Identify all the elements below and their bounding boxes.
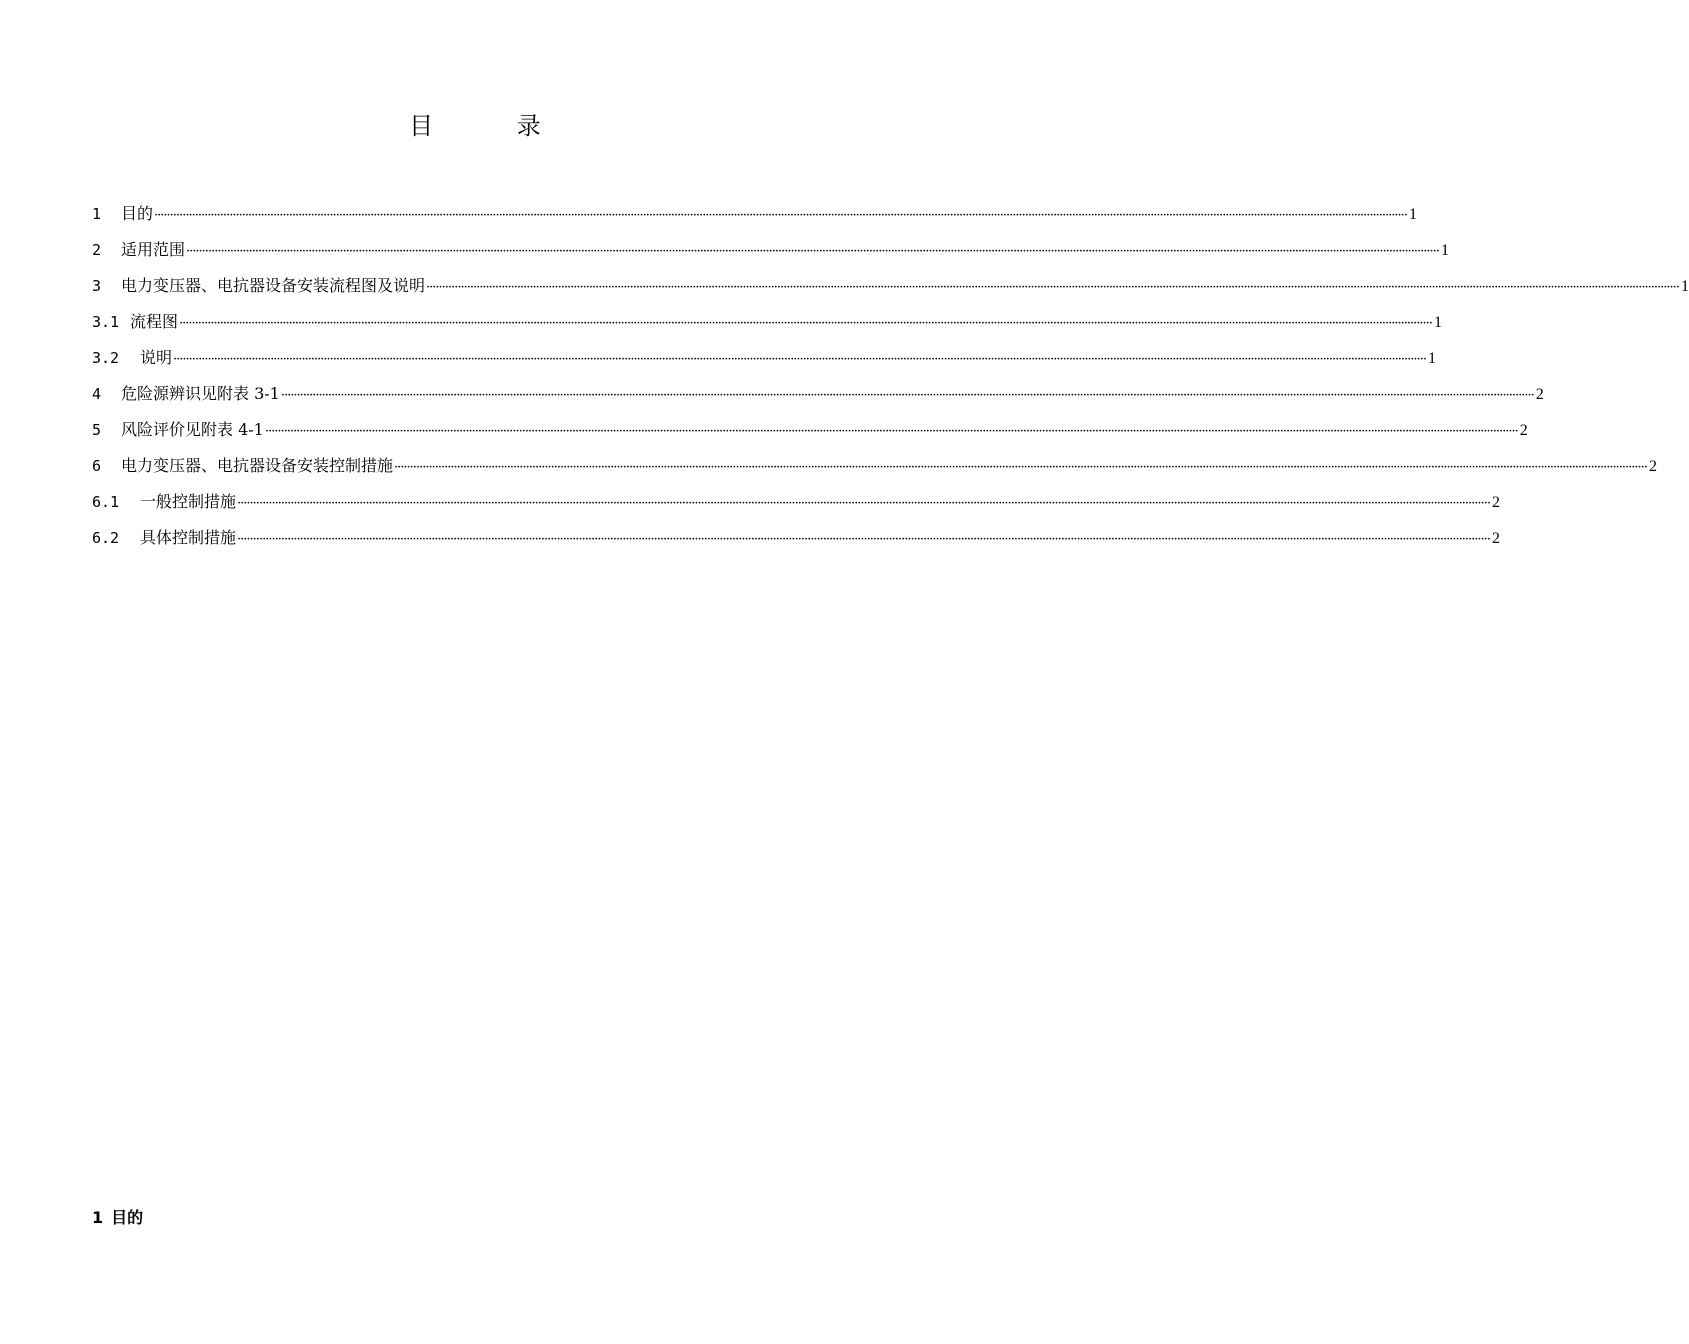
- toc-entry[interactable]: [92, 304, 1442, 340]
- toc-entry[interactable]: [92, 232, 1449, 268]
- toc-entry-page: 1: [1440, 242, 1449, 259]
- toc-entry-number: 6: [92, 457, 102, 475]
- toc-entry[interactable]: [92, 448, 1657, 484]
- toc-entry-page: 2: [1648, 458, 1657, 475]
- toc-entry-number: 5: [92, 421, 102, 439]
- toc-entry-page: 2: [1535, 386, 1544, 403]
- toc-entry-number: 3.1: [92, 313, 120, 331]
- toc-leader: ················································································································································································································································································································································································································: [154, 208, 1407, 223]
- toc-leader: ················································································································································································································································································································································································································: [237, 532, 1490, 547]
- toc-entry-text: 风险评价见附表 4-1: [121, 420, 264, 439]
- toc-entry-text: 具体控制措施: [140, 528, 237, 547]
- toc-leader: ················································································································································································································································································································································································································: [394, 460, 1647, 475]
- toc-entry-number: 1: [92, 205, 102, 223]
- toc-leader: ················································································································································································································································································································································································································: [179, 316, 1432, 331]
- toc-leader: ················································································································································································································································································································································································································: [280, 388, 1534, 403]
- toc-leader: ················································································································································································································································································································································································································: [264, 424, 1518, 439]
- toc-entry-number: 3: [92, 277, 102, 295]
- toc-entry-number: 3.2: [92, 349, 120, 367]
- toc-list: [92, 196, 1689, 556]
- toc-entry-number: 6.2: [92, 529, 120, 547]
- toc-leader: ················································································································································································································································································································································································································: [173, 352, 1426, 367]
- toc-entry[interactable]: [92, 520, 1500, 556]
- toc-entry-number: 4: [92, 385, 102, 403]
- toc-entry-text: 危险源辨识见附表 3-1: [121, 384, 280, 403]
- toc-entry-text: 一般控制措施: [140, 492, 237, 511]
- toc-entry[interactable]: [92, 196, 1417, 232]
- toc-entry-page: 2: [1519, 422, 1528, 439]
- toc-entry-page: 1: [1408, 206, 1417, 223]
- toc-entry-number: 6.1: [92, 493, 120, 511]
- toc-entry-number: 2: [92, 241, 102, 259]
- toc-entry[interactable]: [92, 376, 1544, 412]
- toc-entry-page: 1: [1427, 350, 1436, 367]
- toc-entry-text: 适用范围: [121, 240, 186, 259]
- toc-entry[interactable]: [92, 484, 1500, 520]
- toc-leader: ················································································································································································································································································································································································································: [186, 244, 1439, 259]
- toc-entry-page: 2: [1491, 494, 1500, 511]
- toc-entry[interactable]: [92, 412, 1528, 448]
- toc-entry[interactable]: [92, 268, 1689, 304]
- toc-entry-page: 1: [1433, 314, 1442, 331]
- toc-entry-page: 1: [1680, 278, 1689, 295]
- toc-entry-text: 流程图: [130, 312, 179, 331]
- toc-title: 目 录: [409, 112, 579, 140]
- toc-entry-page: 2: [1491, 530, 1500, 547]
- toc-entry-text: 电力变压器、电抗器设备安装流程图及说明: [121, 276, 426, 295]
- toc-entry-text: 电力变压器、电抗器设备安装控制措施: [121, 456, 394, 475]
- section-heading: [92, 1204, 143, 1232]
- toc-leader: ················································································································································································································································································································································································································: [237, 496, 1490, 511]
- toc-entry-text: 说明: [140, 348, 173, 367]
- section-heading-number: 1: [92, 1208, 104, 1227]
- toc-entry-text: 目的: [121, 204, 154, 223]
- toc-leader: ················································································································································································································································································································································································································: [426, 280, 1679, 295]
- section-heading-title: 目的: [111, 1208, 144, 1227]
- toc-entry[interactable]: [92, 340, 1436, 376]
